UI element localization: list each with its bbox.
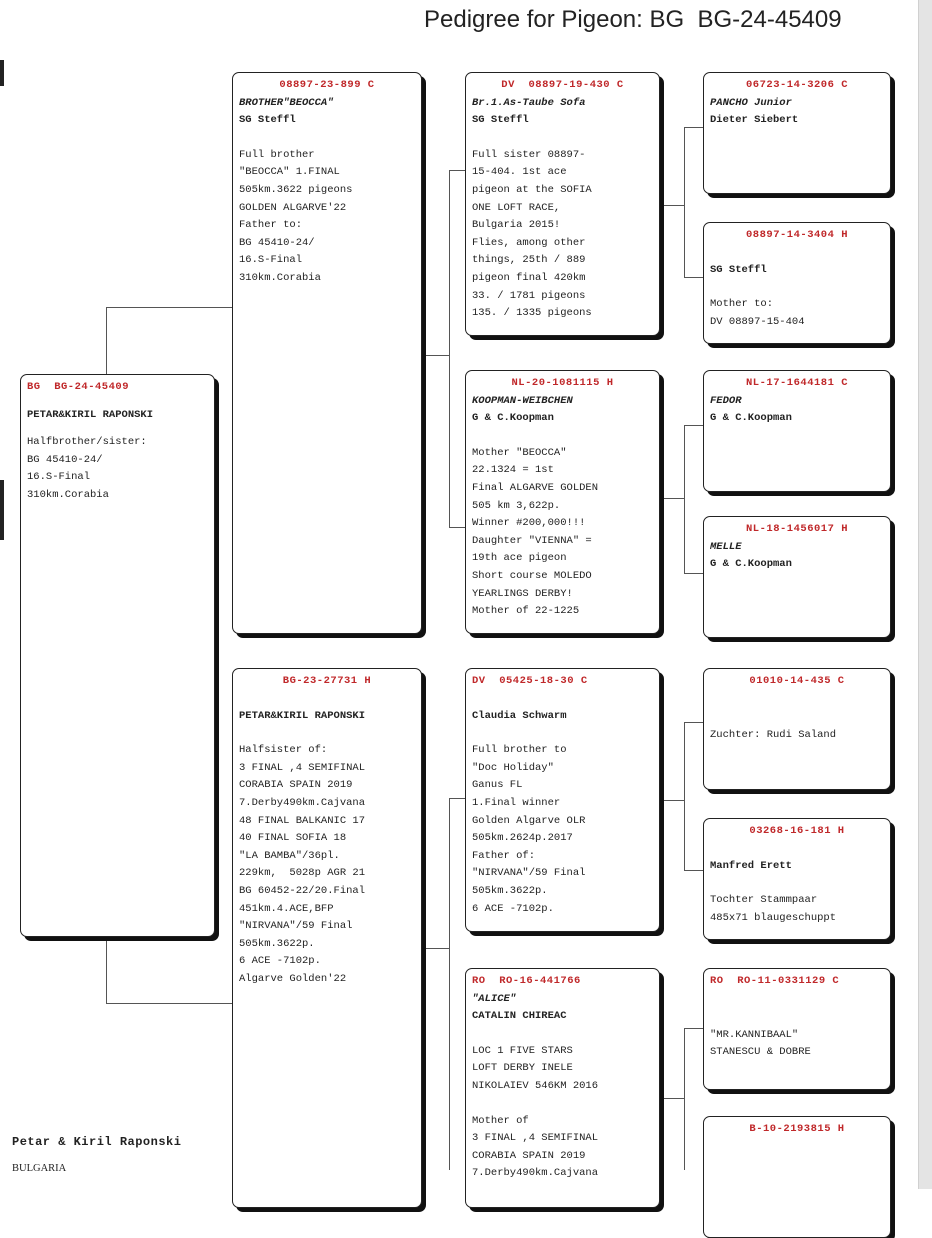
connector-line <box>660 498 684 499</box>
ring-number: 08897-14-3404 H <box>745 229 848 241</box>
pigeon-card-sire-sire[interactable] <box>465 72 660 336</box>
ring-number: RO RO-16-441766 <box>472 975 581 987</box>
ring-number: DV 08897-19-430 C <box>501 79 624 91</box>
connector-line <box>449 798 466 799</box>
pigeon-card-dam-dam[interactable] <box>465 968 660 1208</box>
ring-number: NL-18-1456017 H <box>745 523 848 535</box>
connector-line <box>684 425 685 573</box>
connector-line <box>684 722 704 723</box>
ring-number: 01010-14-435 C <box>749 675 845 687</box>
pigeon-name: "ALICE" <box>472 992 517 1005</box>
connector-line <box>106 937 107 1003</box>
connector-line <box>449 527 466 528</box>
pigeon-notes: Full brother to "Doc Holiday" Ganus FL 1.Final winner Golden Algarve OLR 505km.2624p.2017 Father of: "NIRVANA"/59 Final 505km.3622p. 6 ACE -7102p. <box>472 744 586 915</box>
connector-line <box>684 277 704 278</box>
ring-number: 06723-14-3206 C <box>745 79 848 91</box>
pigeon-card-sdd[interactable] <box>703 516 891 638</box>
connector-line <box>660 800 684 801</box>
connector-line <box>684 1028 685 1170</box>
ring-number: DV 05425-18-30 C <box>472 675 588 687</box>
pigeon-notes: Full sister 08897- 15-404. 1st ace pigeon at the SOFIA ONE LOFT RACE, Bulgaria 2015! Flies, among other things, 25th / 889 pigeon final 420km 33. / 1781 pigeons 135. / 1335 pigeons <box>472 148 592 320</box>
pigeon-name: KOOPMAN-WEIBCHEN <box>472 394 573 407</box>
pigeon-notes: Mother of 3 FINAL ,4 SEMIFINAL CORABIA SPAIN 2019 7.Derby490km.Cajvana <box>472 1114 599 1180</box>
connector-line <box>684 425 704 426</box>
connector-line <box>684 722 685 870</box>
pigeon-name: FEDOR <box>710 394 742 407</box>
connector-line <box>684 1028 704 1029</box>
pigeon-card-dsd[interactable] <box>703 818 891 940</box>
ring-number: NL-17-1644181 C <box>745 377 848 389</box>
owner-name: G & C.Koopman <box>472 412 554 425</box>
pigeon-card-ddd[interactable] <box>703 1116 891 1238</box>
page-title: Pedigree for Pigeon: BG BG-24-45409 <box>424 6 842 33</box>
pigeon-notes: Full brother "BEOCCA" 1.FINAL 505km.3622 pigeons GOLDEN ALGARVE'22 Father to: BG 45410-24/ 16.S-Final 310km.Corabia <box>239 148 353 284</box>
pigeon-card-sss[interactable] <box>703 72 891 194</box>
ring-number: 03268-16-181 H <box>749 825 845 837</box>
connector-line <box>684 573 704 574</box>
owner-name: Dieter Siebert <box>710 114 799 127</box>
pigeon-name: Br.1.As-Taube Sofa <box>472 96 586 109</box>
pigeon-card-sire[interactable] <box>232 72 422 634</box>
page-edge-mark <box>0 60 4 86</box>
pigeon-notes: Mother "BEOCCA" 22.1324 = 1st Final ALGARVE GOLDEN 505 km 3,622p. Winner #200,000!!! Daughter "VIENNA" = 19th ace pigeon Short course MOLEDO YEARLINGS DERBY! Mother of 22-1225 <box>472 446 599 618</box>
connector-line <box>106 307 232 308</box>
pigeon-card-dam[interactable] <box>232 668 422 1208</box>
connector-line <box>106 307 107 375</box>
ring-number: RO RO-11-0331129 C <box>710 975 840 987</box>
pigeon-notes: Halfsister of: 3 FINAL ,4 SEMIFINAL CORABIA SPAIN 2019 7.Derby490km.Cajvana 48 FINAL BALKANIC 17 40 FINAL SOFIA 18 "LA BAMBA"/36pl. 229km, 5028p AGR 21 BG 60452-22/20.Final 451km.4.ACE,BFP "NIRVANA"/59 Final 505km.3622p. 6 ACE -7102p. Algarve Golden'22 <box>239 744 366 985</box>
pigeon-notes: Halfbrother/sister: BG 45410-24/ 16.S-Final 310km.Corabia <box>27 436 147 501</box>
connector-line <box>449 798 450 1170</box>
ring-number: BG BG-24-45409 <box>27 381 130 393</box>
breeder-country: BULGARIA <box>12 1163 67 1174</box>
pigeon-name: MELLE <box>710 540 742 553</box>
pigeon-name: BROTHER"BEOCCA" <box>239 96 334 109</box>
connector-line <box>684 127 685 277</box>
ring-number: BG-23-27731 H <box>282 675 372 687</box>
connector-line <box>422 948 449 949</box>
pigeon-notes: "MR.KANNIBAAL" STANESCU & DOBRE <box>710 1028 811 1059</box>
owner-name: G & C.Koopman <box>710 412 792 425</box>
owner-name: Claudia Schwarm <box>472 709 567 722</box>
owner-name: PETAR&KIRIL RAPONSKI <box>239 709 366 722</box>
page-edge-mark <box>0 480 4 540</box>
ring-number: B-10-2193815 H <box>749 1123 845 1135</box>
pigeon-card-dds[interactable] <box>703 968 891 1090</box>
pigeon-card-ssd[interactable] <box>703 222 891 344</box>
owner-name: SG Steffl <box>710 263 767 276</box>
pigeon-notes: LOC 1 FIVE STARS LOFT DERBY INELE NIKOLAIEV 546KM 2016 <box>472 1044 599 1092</box>
connector-line <box>449 170 450 527</box>
connector-line <box>422 355 449 356</box>
ring-number: NL-20-1081115 H <box>511 377 614 389</box>
owner-name: Manfred Erett <box>710 859 792 872</box>
owner-name: PETAR&KIRIL RAPONSKI <box>27 408 154 421</box>
pigeon-card-dss[interactable] <box>703 668 891 790</box>
pigeon-card-dam-sire[interactable] <box>465 668 660 932</box>
connector-line <box>660 1098 684 1099</box>
owner-name: CATALIN CHIREAC <box>472 1010 567 1023</box>
owner-name: SG Steffl <box>472 114 529 127</box>
breeder-name: Petar & Kiril Raponski <box>12 1135 182 1149</box>
connector-line <box>684 127 704 128</box>
pigeon-notes: Mother to: DV 08897-15-404 <box>710 298 805 328</box>
ring-number: 08897-23-899 C <box>279 79 375 91</box>
connector-line <box>660 205 684 206</box>
pigeon-notes: Tochter Stammpaar 485x71 blaugeschuppt <box>710 894 837 924</box>
connector-line <box>106 1003 232 1004</box>
pigeon-card-sds[interactable] <box>703 370 891 492</box>
pigeon-name: PANCHO Junior <box>710 96 792 109</box>
connector-line <box>684 870 704 871</box>
owner-name: G & C.Koopman <box>710 558 792 571</box>
pigeon-card-sire-dam[interactable] <box>465 370 660 634</box>
scrollbar-track[interactable] <box>918 0 932 1189</box>
pigeon-notes: Zuchter: Rudi Saland <box>710 728 837 741</box>
owner-name: SG Steffl <box>239 114 296 127</box>
connector-line <box>449 170 466 171</box>
pigeon-card-subject[interactable] <box>20 374 215 937</box>
